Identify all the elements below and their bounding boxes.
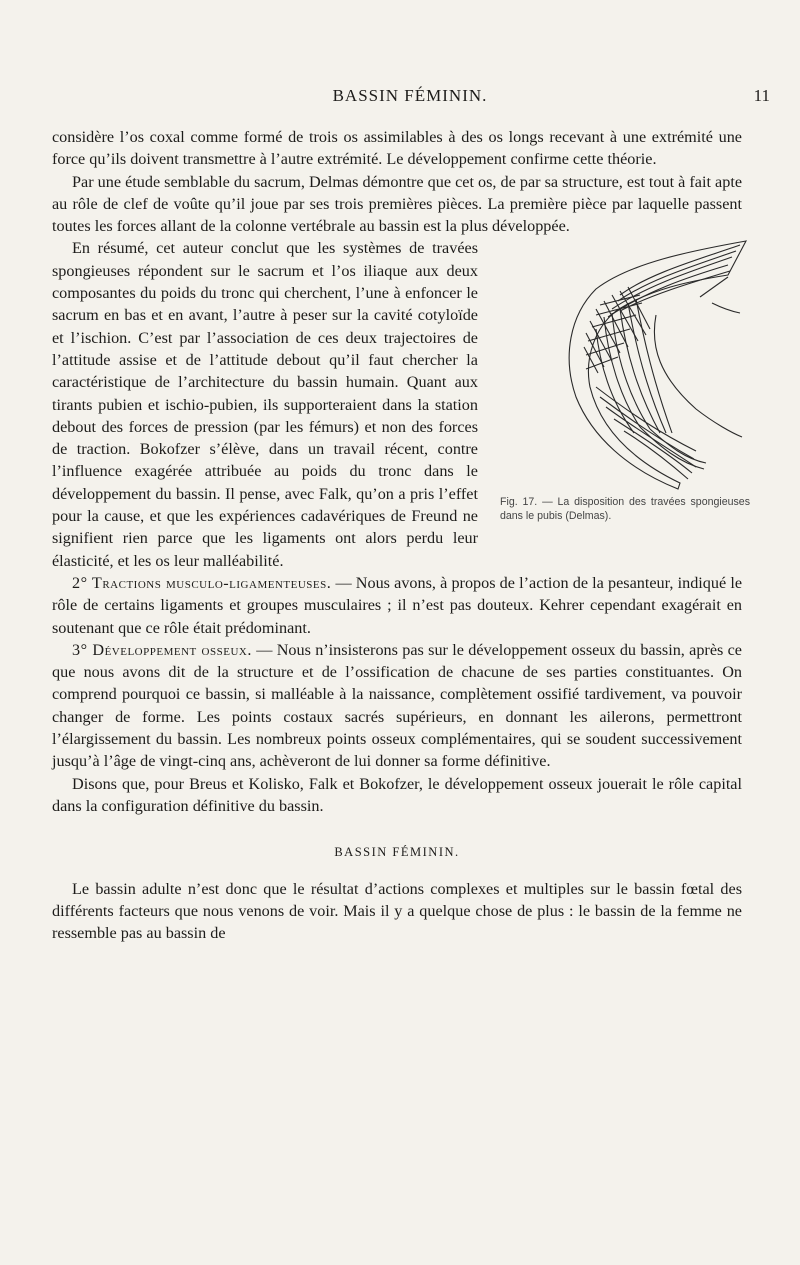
paragraph-5 <box>52 639 742 773</box>
section-heading-developpement: 3° Développement osseux. <box>72 640 252 659</box>
paragraph-5-text: — Nous n’insisterons pas sur le développement osseux du bassin, après ce que nous avons dit de la structure et de l’ossification de chacune de ses parties constituantes. On comprend pourquoi ce bassin, si malléable à la naissance, complètement ossifié tardivement, va pouvoir changer de forme. Les points costaux sacrés supérieurs, en donnant les ailerons, permettront l’élargissement du bassin. Les nombreux points osseux complémentaires, qui se soudent successivement jusqu’à l’âge de vingt-cinq ans, achèveront de lui donner sa forme définitive. <box>52 640 742 771</box>
page-header <box>40 86 780 108</box>
paragraph-4 <box>52 572 742 639</box>
section-heading-tractions: 2° Tractions musculo-ligamenteuses. <box>72 573 332 592</box>
figure-17 <box>490 237 750 531</box>
paragraph-6: Disons que, pour Breus et Kolisko, Falk et Bokofzer, le développement osseux jouerait le rôle capital dans la configuration définitive du bassin. <box>52 774 742 815</box>
paragraph-4-text: — Nous avons, à propos de l’action de la pesanteur, indiqué le rôle de certains ligaments et groupes musculaires ; il n’est pas douteux. Kehrer cependant exagérait en soutenant que ce rôle était prédominant. <box>52 573 743 637</box>
section-title: BASSIN FÉMININ. <box>334 845 460 860</box>
paragraph-7: Le bassin adulte n’est donc que le résultat d’actions complexes et multiples sur le bassin fœtal des différents facteurs que nous venons de voir. Mais il y a quelque chose de plus : le bassin de la femme ne ressemble pas au bassin de <box>52 879 742 943</box>
running-head: BASSIN FÉMININ. <box>332 86 488 105</box>
paragraph-1: considère l’os coxal comme formé de trois os assimilables à des os longs recevant à une extrémité une force qu’ils doivent transmettre à l’autre extrémité. Le développement confirme cette théorie. <box>52 128 742 169</box>
paragraph-3: En résumé, cet auteur conclut que les systèmes de travées spongieuses répondent sur le sacrum et l’os iliaque aux deux composantes du poids du tronc qui cherchent, l’une à enfoncer le sacrum en bas et en avant, l’autre à peser sur la cavité cotyloïde et l’ischion. C’est par l’association de ces deux trajectoires de l’attitude assise et de l’attitude debout qu’il faut chercher la caractéristique de l’architecture du bassin humain. Quant aux tirants pubien et ischio-pubien, ils supporteraient dans la station debout des forces de pression (par les fémurs) et non des forces de traction. Bokofzer s’élève, dans un travail récent, contre l’influence exagérée attribuée au poids du tronc dans le développement du bassin. Il pense, avec Falk, qu’on a pris l’effet pour la cause, et que les expériences cadavériques de Freund ne signifient rien parce que les ligaments ont alors perdu leur élasticité, et les os leur malléabilité. <box>52 239 478 570</box>
paragraph-2: Par une étude semblable du sacrum, Delmas démontre que cet os, de par sa structure, est tout à fait apte au rôle de clef de voûte qu’il joue par ses trois premières pièces. La première pièce par laquelle passent toutes les forces allant de la colonne vertébrale au bassin est la plus développée. <box>52 172 742 236</box>
figure-caption: Fig. 17. — La disposition des travées spongieuses dans le pubis (Delmas). <box>500 496 750 523</box>
body-text <box>52 126 750 944</box>
page-number: 11 <box>753 86 770 105</box>
pubis-trabeculae-illustration <box>500 237 748 491</box>
